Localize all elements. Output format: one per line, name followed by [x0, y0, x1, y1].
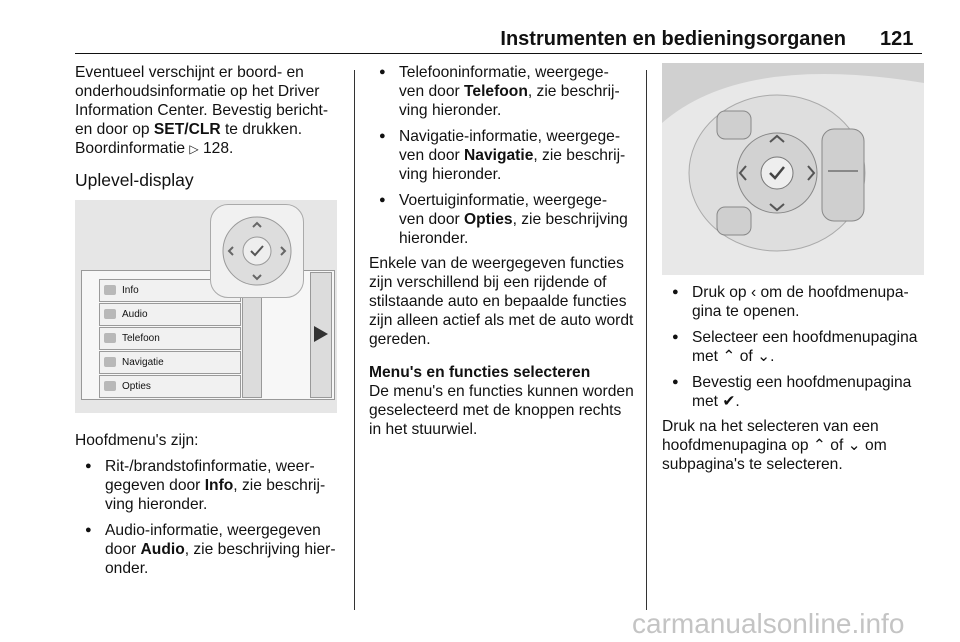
- navigation-icon: [104, 357, 116, 367]
- main-menus-label: Hoofdmenu's zijn:: [75, 432, 199, 449]
- column-2: [369, 63, 635, 439]
- main-menu-list: [75, 457, 347, 578]
- subheading: Menu's en functies selecteren: [369, 364, 591, 381]
- phone-icon: [104, 333, 116, 343]
- section-heading: Uplevel-display: [75, 170, 194, 190]
- menu-button-navigatie[interactable]: Navigatie: [99, 351, 241, 374]
- list-item: ● Voertuiginformatie, weergege- ven door Opties, zie beschrijving hieronder.: [369, 191, 635, 248]
- steering-buttons-icon: [211, 205, 303, 297]
- column-3: [662, 63, 926, 474]
- list-item: ● Bevestig een hoofdmenupagina met ✔.: [662, 373, 926, 411]
- audio-icon: [104, 309, 116, 319]
- list-item: ● Rit-/brandstofinformatie, weer- gegeven door Info, zie beschrij- ving hieronder.: [75, 457, 347, 514]
- subpage-paragraph: Druk na het selecteren van een hoofdmenupagina op ⌃ of ⌄ om subpagina's te selecteren.: [662, 418, 887, 473]
- selection-paragraph: De menu's en functies kunnen worden geselecteerd met de knoppen rechts in het stuurwiel.: [369, 383, 634, 438]
- list-item: ● Druk op ‹ om de hoofdmenupa- gina te openen.: [662, 283, 926, 321]
- steering-wheel-controls-icon: [662, 63, 924, 275]
- info-icon: [104, 285, 116, 295]
- column-divider-2: [646, 70, 647, 610]
- menu-button-opties[interactable]: Opties: [99, 375, 241, 398]
- chevron-up-icon: ⌃: [812, 437, 826, 454]
- controller-inset: [210, 204, 304, 298]
- steering-wheel-figure: [662, 63, 924, 275]
- functions-paragraph: Enkele van de weergegeven functies zijn verschillend bij een rijdende of stilstaande auto en bepaalde functies zijn alleen actief als met de auto wordt gereden.: [369, 255, 634, 348]
- info-list: [369, 63, 635, 248]
- list-item: ● Telefooninformatie, weergege- ven door Telefoon, zie beschrij- ving hieronder.: [369, 63, 635, 120]
- steps-list: [662, 283, 926, 411]
- intro-paragraph: Eventueel verschijnt er boord- en onderhoudsinformatie op het Driver Information Center. Bevestig bericht- en door op SET/CLR te drukken. Boordinformatie ▷ 128.: [75, 64, 329, 157]
- options-icon: [104, 381, 116, 391]
- list-item: ● Audio-informatie, weergegeven door Audio, zie beschrijving hier- onder.: [75, 521, 347, 578]
- column-1: [75, 63, 347, 578]
- list-item: ● Navigatie-informatie, weergege- ven door Navigatie, zie beschrij- ving hieronder.: [369, 127, 635, 184]
- header-rule: [75, 53, 922, 54]
- list-item: ● Selecteer een hoofdmenupagina met ⌃ of ⌄.: [662, 328, 926, 366]
- xref-link[interactable]: 128.: [203, 140, 234, 157]
- menu-button-audio[interactable]: Audio: [99, 303, 241, 326]
- menu-button-info[interactable]: Info: [99, 279, 241, 302]
- menu-button-telefoon[interactable]: Telefoon: [99, 327, 241, 350]
- chevron-down-icon: ⌄: [847, 437, 861, 454]
- page-number: 121: [880, 28, 914, 50]
- xref-arrow-icon: ▷: [189, 142, 199, 156]
- chevron-up-icon: ⌃: [722, 348, 736, 365]
- checkmark-icon: ✔: [722, 393, 736, 410]
- chevron-down-icon: ⌄: [757, 348, 771, 365]
- column-divider-1: [354, 70, 355, 610]
- page-title: Instrumenten en bedieningsorganen: [500, 28, 846, 50]
- arrow-right-icon[interactable]: [314, 326, 328, 342]
- chevron-left-icon: ‹: [750, 284, 757, 301]
- uplevel-display-figure: [75, 200, 337, 413]
- watermark: carmanualsonline.info: [632, 608, 905, 639]
